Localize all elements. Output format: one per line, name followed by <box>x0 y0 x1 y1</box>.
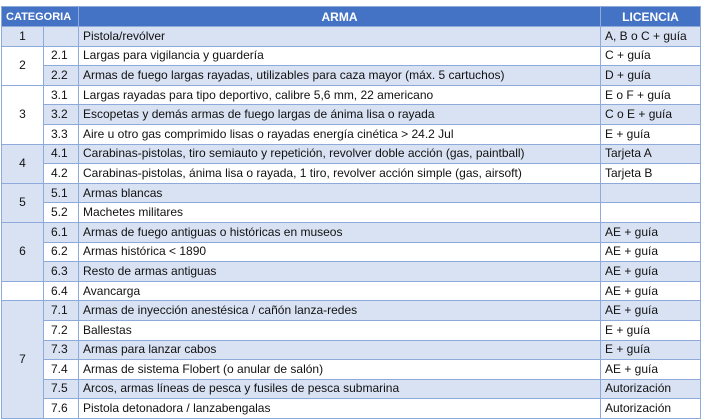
table-row <box>2 203 701 223</box>
category-cell: 4 <box>2 144 44 183</box>
subcategory-cell: 6.1 <box>44 222 79 242</box>
subcategory-cell: 7.3 <box>44 340 79 360</box>
category-cell: 3 <box>2 85 44 144</box>
subcategory-cell: 7.1 <box>44 301 79 321</box>
weapon-cell: Resto de armas antiguas <box>79 262 601 282</box>
table-row <box>2 281 701 301</box>
subcategory-cell: 4.1 <box>44 144 79 164</box>
subcategory-cell: 7.5 <box>44 379 79 399</box>
category-cell: 1 <box>2 27 44 47</box>
license-cell <box>601 183 701 203</box>
table-row <box>2 164 701 184</box>
table-row <box>2 301 701 321</box>
weapon-cell: Pistola/revólver <box>79 27 601 47</box>
weapons-license-table <box>1 6 701 419</box>
weapon-cell: Armas para lanzar cabos <box>79 340 601 360</box>
weapon-cell: Armas de fuego largas rayadas, utilizables para caza mayor (máx. 5 cartuchos) <box>79 66 601 86</box>
license-cell: Autorización <box>601 379 701 399</box>
weapon-cell: Armas blancas <box>79 183 601 203</box>
table-row <box>2 379 701 399</box>
weapon-cell: Pistola detonadora / lanzabengalas <box>79 399 601 419</box>
table-row <box>2 242 701 262</box>
table-row <box>2 124 701 144</box>
weapon-cell: Carabinas-pistolas, ánima lisa o rayada, 1 tiro, revolver acción simple (gas, airsoft) <box>79 164 601 184</box>
subcategory-cell: 3.1 <box>44 85 79 105</box>
table-row <box>2 399 701 419</box>
header-categoria: CATEGORIA <box>2 7 79 27</box>
weapon-cell: Avancarga <box>79 281 601 301</box>
subcategory-cell <box>44 27 79 47</box>
table-row <box>2 222 701 242</box>
license-cell: AE + guía <box>601 262 701 282</box>
category-cell: 5 <box>2 183 44 222</box>
weapon-cell: Armas de inyección anestésica / cañón lanza-redes <box>79 301 601 321</box>
license-cell: E + guía <box>601 320 701 340</box>
license-cell: D + guía <box>601 66 701 86</box>
header-row <box>2 7 701 27</box>
subcategory-cell: 6.3 <box>44 262 79 282</box>
subcategory-cell: 3.2 <box>44 105 79 125</box>
subcategory-cell: 3.3 <box>44 124 79 144</box>
table-row <box>2 105 701 125</box>
subcategory-cell: 2.1 <box>44 46 79 66</box>
table-row <box>2 144 701 164</box>
table-row <box>2 27 701 47</box>
weapon-cell: Aire u otro gas comprimido lisas o rayadas energía cinética > 24.2 Jul <box>79 124 601 144</box>
license-cell: AE + guía <box>601 360 701 380</box>
category-cell: 7 <box>2 301 44 419</box>
category-cell <box>2 281 44 301</box>
weapon-cell: Armas de fuego antiguas o históricas en museos <box>79 222 601 242</box>
subcategory-cell: 2.2 <box>44 66 79 86</box>
weapon-cell: Ballestas <box>79 320 601 340</box>
subcategory-cell: 6.2 <box>44 242 79 262</box>
license-cell: Tarjeta A <box>601 144 701 164</box>
header-arma: ARMA <box>79 7 601 27</box>
table-row <box>2 320 701 340</box>
weapon-cell: Escopetas y demás armas de fuego largas de ánima lisa o rayada <box>79 105 601 125</box>
table-row <box>2 262 701 282</box>
license-cell: AE + guía <box>601 242 701 262</box>
subcategory-cell: 7.2 <box>44 320 79 340</box>
subcategory-cell: 5.2 <box>44 203 79 223</box>
subcategory-cell: 7.4 <box>44 360 79 380</box>
license-cell: AE + guía <box>601 222 701 242</box>
license-cell: E + guía <box>601 340 701 360</box>
license-cell: Tarjeta B <box>601 164 701 184</box>
license-cell: C + guía <box>601 46 701 66</box>
subcategory-cell: 4.2 <box>44 164 79 184</box>
table-row <box>2 360 701 380</box>
license-cell: AE + guía <box>601 281 701 301</box>
weapon-cell: Largas rayadas para tipo deportivo, calibre 5,6 mm, 22 americano <box>79 85 601 105</box>
license-cell: C o E + guía <box>601 105 701 125</box>
license-cell: E + guía <box>601 124 701 144</box>
subcategory-cell: 6.4 <box>44 281 79 301</box>
license-cell <box>601 203 701 223</box>
weapon-cell: Largas para vigilancia y guardería <box>79 46 601 66</box>
table-row <box>2 85 701 105</box>
table-row <box>2 183 701 203</box>
weapon-cell: Armas histórica < 1890 <box>79 242 601 262</box>
license-cell: A, B o C + guía <box>601 27 701 47</box>
weapon-cell: Arcos, armas líneas de pesca y fusiles de pesca submarina <box>79 379 601 399</box>
category-cell: 6 <box>2 222 44 281</box>
category-cell: 2 <box>2 46 44 85</box>
table-row <box>2 46 701 66</box>
header-licencia: LICENCIA <box>601 7 701 27</box>
license-cell: Autorización <box>601 399 701 419</box>
table-row <box>2 340 701 360</box>
weapon-cell: Armas de sistema Flobert (o anular de salón) <box>79 360 601 380</box>
weapon-cell: Machetes militares <box>79 203 601 223</box>
weapon-cell: Carabinas-pistolas, tiro semiauto y repetición, revolver doble acción (gas, paintball) <box>79 144 601 164</box>
table-row <box>2 66 701 86</box>
subcategory-cell: 5.1 <box>44 183 79 203</box>
subcategory-cell: 7.6 <box>44 399 79 419</box>
license-cell: E o F + guía <box>601 85 701 105</box>
license-cell: AE + guía <box>601 301 701 321</box>
